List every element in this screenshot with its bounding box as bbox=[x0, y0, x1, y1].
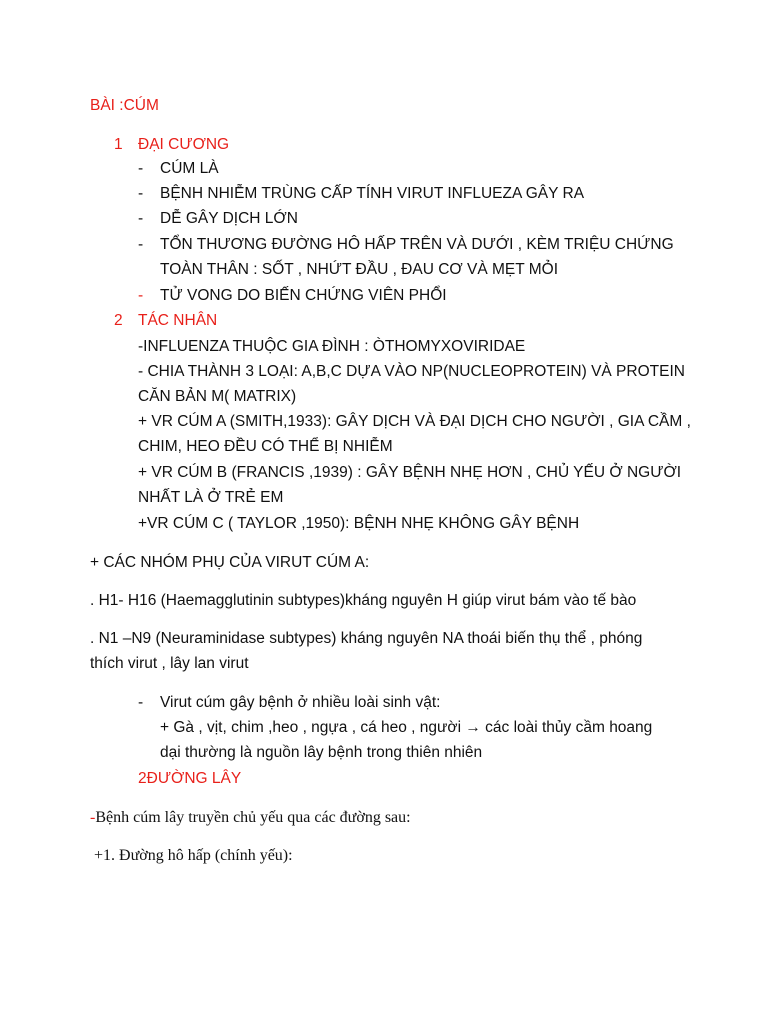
section-2-heading: TÁC NHÂN bbox=[138, 312, 218, 329]
virus-hosts-line: Virut cúm gây bệnh ở nhiều loài sinh vật: bbox=[160, 694, 441, 711]
bullet-dash: - bbox=[138, 160, 144, 177]
respiratory-route: +1. Đường hô hấp (chính yếu): bbox=[90, 847, 293, 864]
list-item: BỆNH NHIỄM TRÙNG CẤP TÍNH VIRUT INFLUEZA GÂY RA bbox=[160, 185, 585, 202]
subgroups-heading: + CÁC NHÓM PHỤ CỦA VIRUT CÚM A: bbox=[90, 554, 370, 571]
agent-line: +VR CÚM C ( TAYLOR ,1950): BỆNH NHẸ KHÔNG GÂY BỆNH bbox=[138, 515, 580, 532]
section-3-heading: 2ĐƯỜNG LÂY bbox=[138, 770, 242, 787]
section-1-number: 1 bbox=[114, 136, 123, 153]
transmission-text: Bệnh cúm lây truyền chủ yếu qua các đường sau: bbox=[95, 809, 411, 826]
page-title: BÀI :CÚM bbox=[90, 97, 159, 114]
bullet-dash: - bbox=[138, 694, 144, 711]
n-subtypes-line: . N1 –N9 (Neuraminidase subtypes) kháng nguyên NA thoái biến thụ thể , phóng bbox=[90, 630, 643, 647]
n-subtypes-line-cont: thích virut , lây lan virut bbox=[90, 655, 249, 672]
bullet-dash: - bbox=[138, 287, 144, 304]
bullet-dash: - bbox=[138, 210, 144, 227]
agent-line: + VR CÚM B (FRANCIS ,1939) : GÂY BỆNH NHẸ HƠN , CHỦ YẾU Ở NGƯỜI bbox=[138, 464, 682, 481]
list-item: DỄ GÂY DỊCH LỚN bbox=[160, 210, 298, 227]
virus-hosts-line: + Gà , vịt, chim ,heo , ngựa , cá heo , người → các loài thủy cầm hoang bbox=[160, 719, 653, 736]
transmission-line bbox=[90, 808, 411, 828]
h-subtypes-line: . H1- H16 (Haemagglutinin subtypes)kháng nguyên H giúp virut bám vào tế bào bbox=[90, 592, 637, 609]
bullet-dash: - bbox=[138, 236, 144, 253]
agent-line: + VR CÚM A (SMITH,1933): GÂY DỊCH VÀ ĐẠI DỊCH CHO NGƯỜI , GIA CẦM , bbox=[138, 413, 691, 430]
list-item: TỬ VONG DO BIẾN CHỨNG VIÊN PHỔI bbox=[160, 287, 447, 304]
bullet-dash: - bbox=[90, 809, 96, 826]
agent-line: NHẤT LÀ Ở TRẺ EM bbox=[138, 489, 284, 506]
section-2-number: 2 bbox=[114, 312, 123, 329]
agent-line: - CHIA THÀNH 3 LOẠI: A,B,C DỰA VÀO NP(NUCLEOPROTEIN) VÀ PROTEIN bbox=[138, 363, 685, 380]
list-item: CÚM LÀ bbox=[160, 160, 219, 177]
agent-line: -INFLUENZA THUỘC GIA ĐÌNH : ÒTHOMYXOVIRIDAE bbox=[138, 338, 526, 355]
agent-line: CĂN BẢN M( MATRIX) bbox=[138, 388, 297, 405]
list-item-continuation: TOÀN THÂN : SỐT , NHỨT ĐẦU , ĐAU CƠ VÀ MẸT MỎI bbox=[160, 261, 559, 278]
virus-hosts-line: dại thường là nguồn lây bệnh trong thiên nhiên bbox=[160, 744, 483, 761]
section-1-heading: ĐẠI CƯƠNG bbox=[138, 136, 230, 153]
agent-line: CHIM, HEO ĐỀU CÓ THỂ BỊ NHIỄM bbox=[138, 438, 393, 455]
bullet-dash: - bbox=[138, 185, 144, 202]
list-item: TỔN THƯƠNG ĐƯỜNG HÔ HẤP TRÊN VÀ DƯỚI , KÈM TRIỆU CHỨNG bbox=[160, 236, 674, 253]
